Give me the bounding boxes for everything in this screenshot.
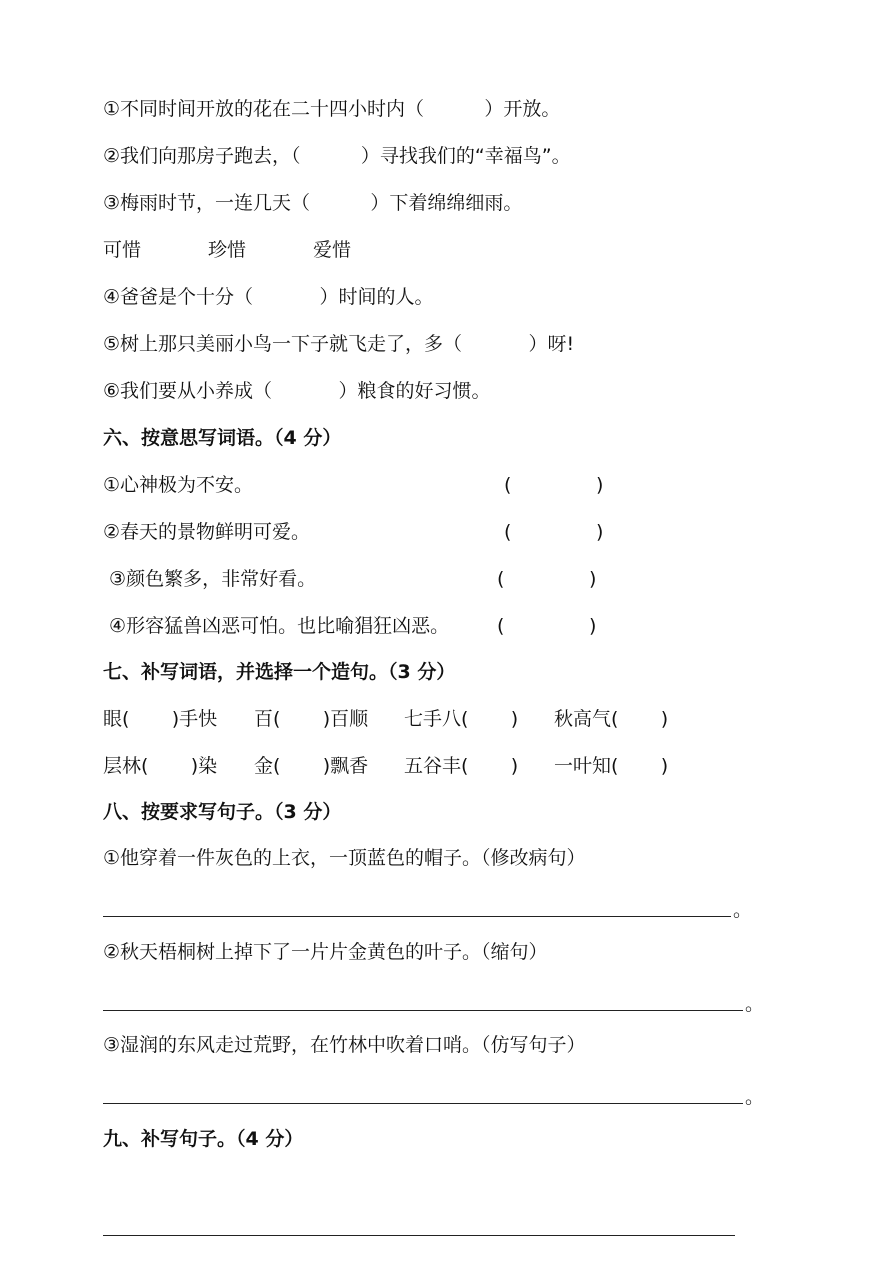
idiom-blank-5[interactable]: 层林( )染 — [103, 755, 218, 777]
question-line-3: ③梅雨时节，一连几天（ ）下着绵绵细雨。 — [103, 192, 523, 214]
answer-line-1-period: 。 — [733, 899, 753, 921]
section-6-heading: 六、按意思写词语。（4 分） — [103, 427, 342, 449]
answer-line-2-period: 。 — [745, 993, 765, 1015]
answer-line-2[interactable] — [103, 1010, 743, 1011]
question-line-4: ④爸爸是个十分（ ）时间的人。 — [103, 286, 434, 308]
definition-item-1: ①心神极为不安。 — [103, 474, 254, 496]
sentence-task-2: ②秋天梧桐树上掉下了一片片金黄色的叶子。（缩句） — [103, 941, 548, 963]
section-9-heading: 九、补写句子。（4 分） — [103, 1128, 304, 1150]
idiom-blank-2[interactable]: 百( )百顺 — [254, 708, 369, 730]
answer-blank-2[interactable]: ( ) — [504, 521, 604, 543]
idiom-blank-4[interactable]: 秋高气( ) — [554, 708, 669, 730]
definition-item-2: ②春天的景物鲜明可爱。 — [103, 521, 311, 543]
definition-item-3: ③颜色繁多，非常好看。 — [103, 568, 317, 590]
idiom-blank-6[interactable]: 金( )飘香 — [254, 755, 369, 777]
question-line-2: ②我们向那房子跑去，（ ）寻找我们的“幸福鸟”。 — [103, 145, 571, 167]
section-8-heading: 八、按要求写句子。（3 分） — [103, 801, 342, 823]
answer-line-1[interactable] — [103, 916, 731, 917]
answer-line-3-period: 。 — [745, 1086, 765, 1108]
answer-line-3[interactable] — [103, 1103, 743, 1104]
word-choice-1: 可惜 — [103, 239, 142, 261]
question-line-6: ⑥我们要从小养成（ ）粮食的好习惯。 — [103, 380, 491, 402]
answer-blank-4[interactable]: ( ) — [497, 615, 597, 637]
idiom-blank-8[interactable]: 一叶知( ) — [554, 755, 669, 777]
question-line-5: ⑤树上那只美丽小鸟一下子就飞走了，多（ ）呀! — [103, 333, 575, 355]
answer-blank-3[interactable]: ( ) — [497, 568, 597, 590]
word-choice-3: 爱惜 — [313, 239, 352, 261]
idiom-blank-7[interactable]: 五谷丰( ) — [404, 755, 519, 777]
sentence-task-3: ③湿润的东风走过荒野，在竹林中吹着口哨。（仿写句子） — [103, 1034, 586, 1056]
answer-line-4[interactable] — [103, 1235, 735, 1236]
question-line-1: ①不同时间开放的花在二十四小时内（ ）开放。 — [103, 98, 561, 120]
idiom-blank-1[interactable]: 眼( )手快 — [103, 708, 218, 730]
word-choice-2: 珍惜 — [208, 239, 247, 261]
section-7-heading: 七、补写词语，并选择一个造句。（3 分） — [103, 661, 456, 683]
idiom-blank-3[interactable]: 七手八( ) — [404, 708, 519, 730]
sentence-task-1: ①他穿着一件灰色的上衣，一顶蓝色的帽子。（修改病句） — [103, 847, 586, 869]
answer-blank-1[interactable]: ( ) — [504, 474, 604, 496]
definition-item-4: ④形容猛兽凶恶可怕。也比喻猖狂凶恶。 — [103, 615, 450, 637]
